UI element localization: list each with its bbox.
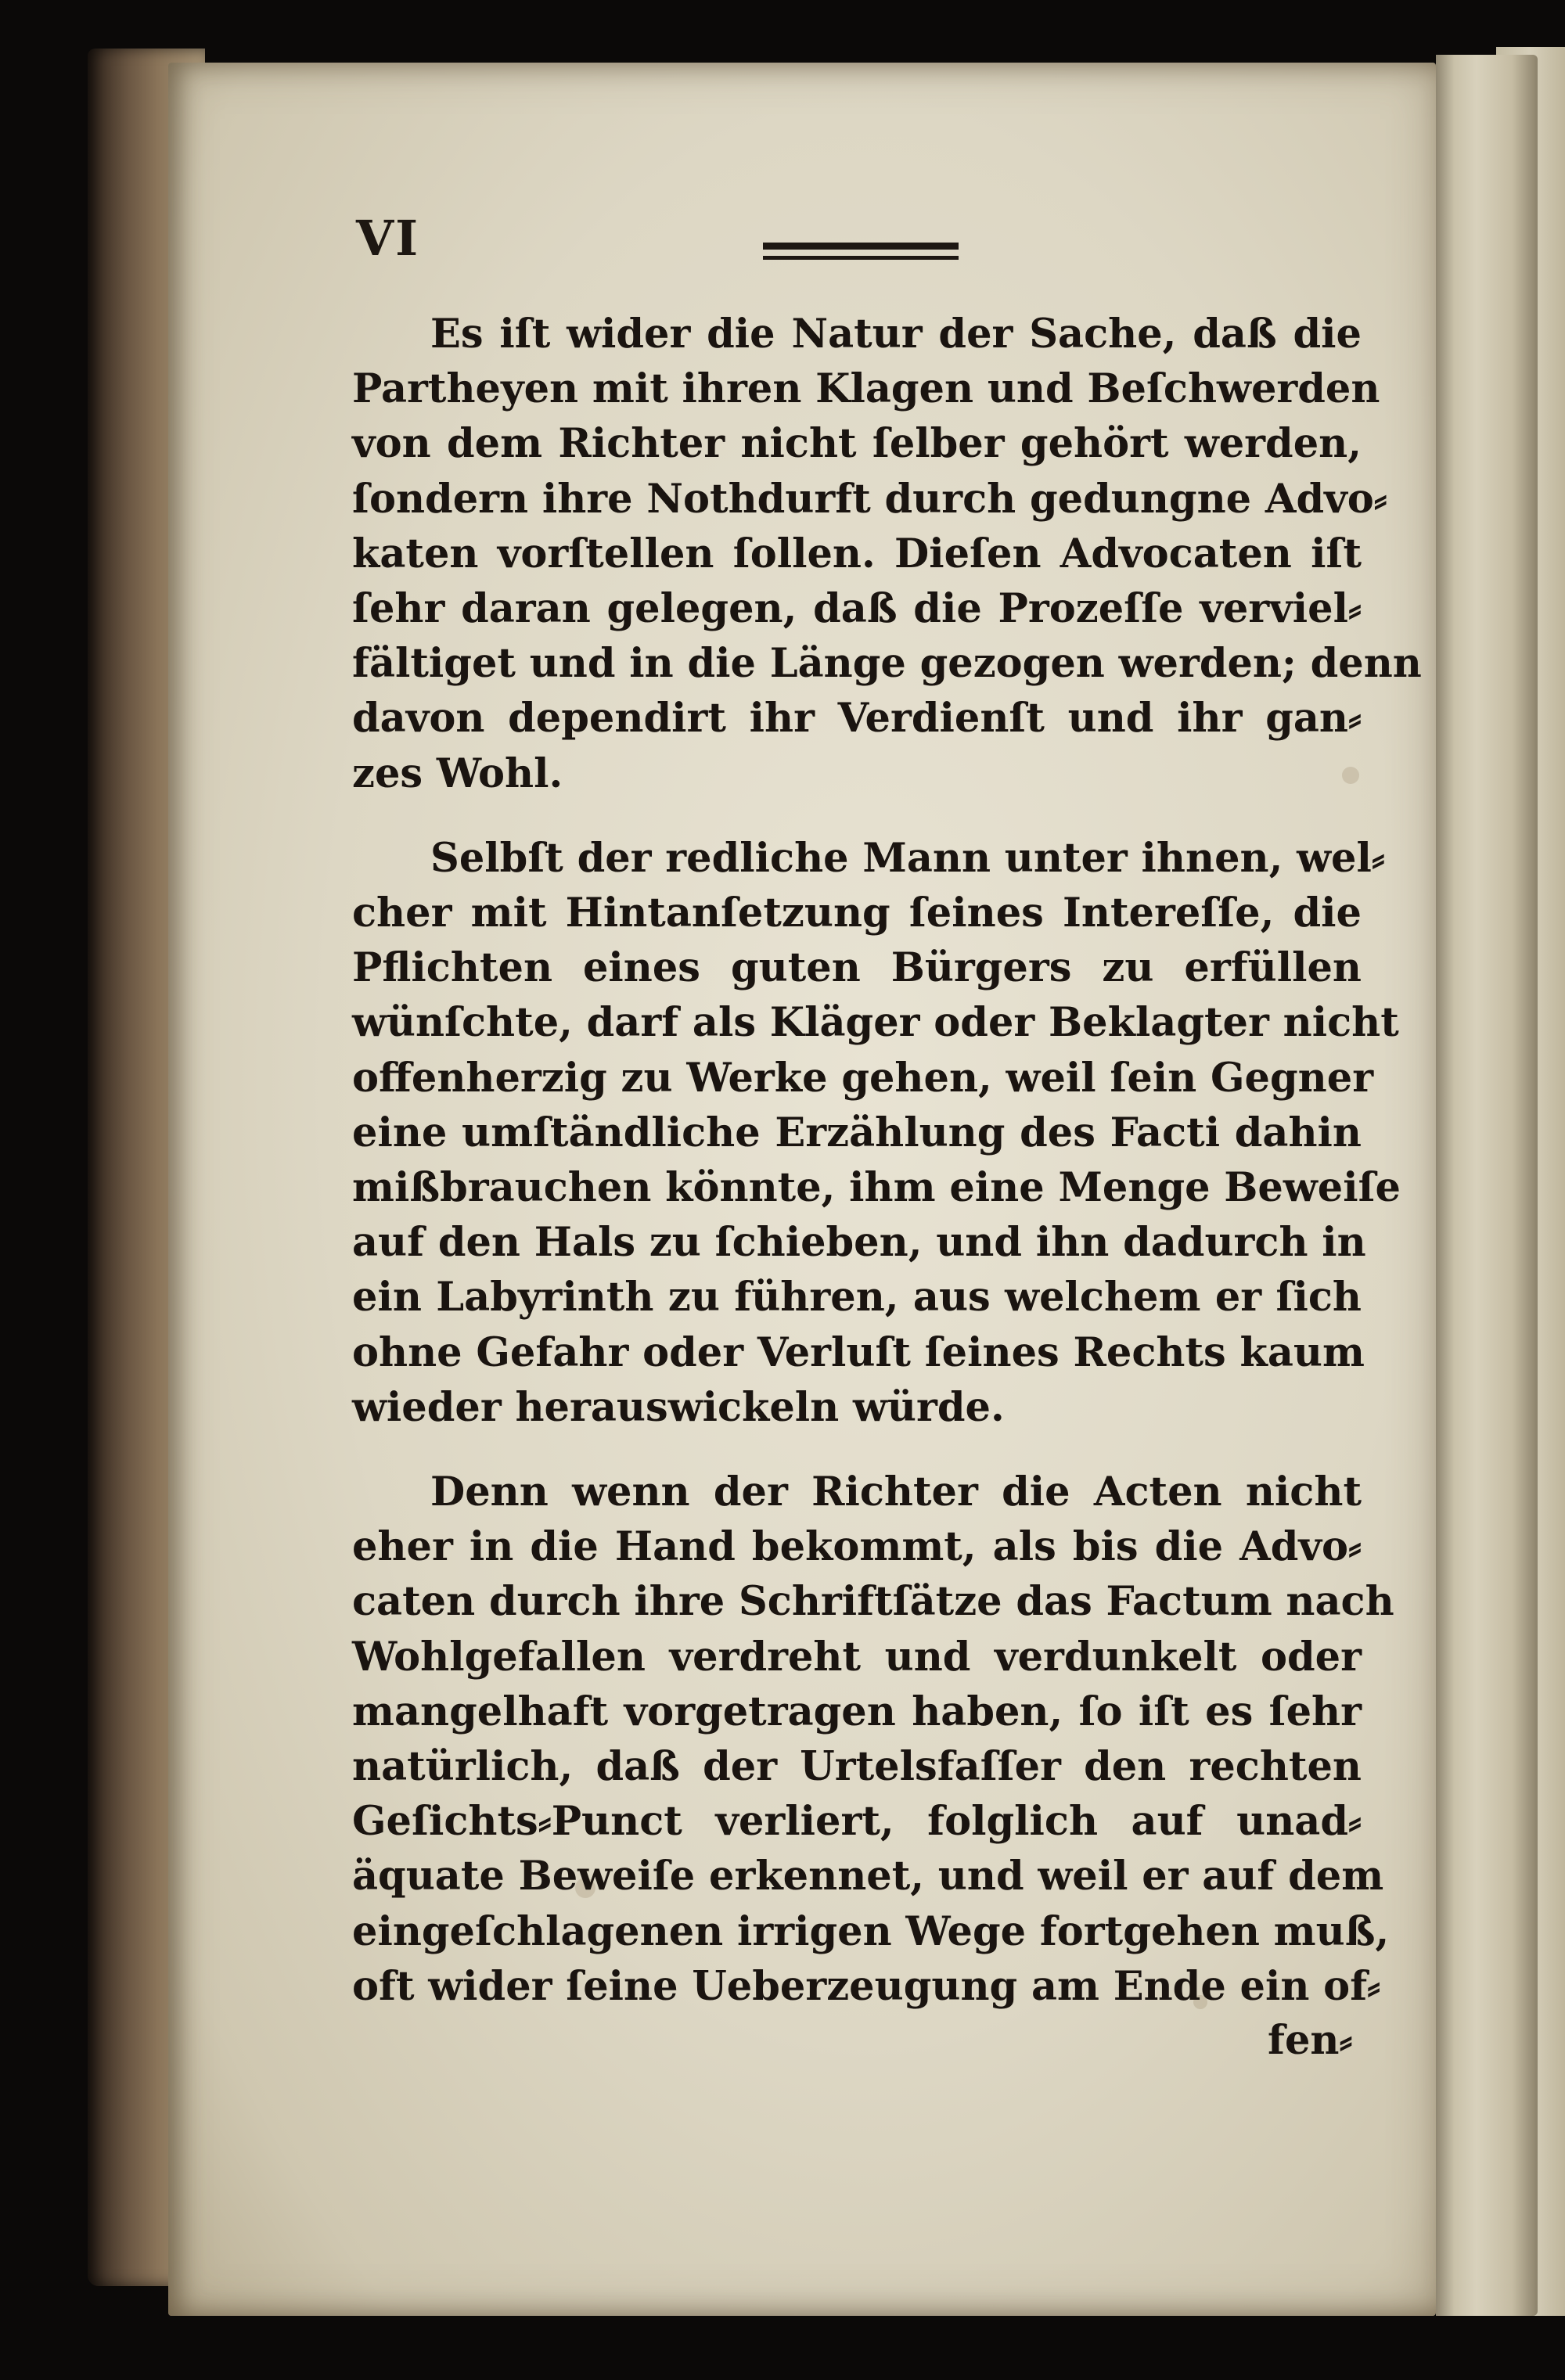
text-line: katen vorſtellen ſollen. Dieſen Advocaten iſt [352,530,1362,577]
text-line: ſondern ihre Nothdurft durch gedungne Advo⸗ [352,475,1387,523]
text-line: Selbſt der redliche Mann unter ihnen, wel⸗ [430,834,1385,882]
text-line: von dem Richter nicht ſelber gehört werden, [352,420,1362,468]
text-line: fältiget und in die Länge gezogen werden; denn [352,640,1422,688]
text-line: zes Wohl. [352,750,563,797]
page-number: VI [356,210,420,267]
text-line: Geſichts⸗Punct verliert, folglich auf unad⸗ [352,1798,1362,1846]
text-line: mangelhaft vorgetragen haben, ſo iſt es ſehr [352,1688,1362,1735]
text-line: ein Labyrinth zu führen, aus welchem er ſich [352,1274,1362,1321]
text-line: wieder herauswickeln würde. [352,1383,1005,1431]
paragraph-1 [352,307,1422,801]
text-line: davon dependirt ihr Verdienſt und ihr gan⸗ [352,695,1362,742]
text-line: mißbrauchen könnte, ihm eine Menge Beweiſe [352,1164,1401,1212]
text-line: Es iſt wider die Natur der Sache, daß die [430,311,1362,358]
page-gutter [1436,55,1538,2316]
text-line: wünſchte, darf als Kläger oder Beklagter nicht [352,999,1399,1047]
text-line: ohne Gefahr oder Verluſt ſeines Rechts kaum [352,1328,1365,1376]
text-line: cher mit Hintanſetzung ſeines Intereſſe, die [352,890,1362,937]
text-line: eingeſchlagenen irrigen Wege fortgehen muß, [352,1907,1390,1955]
text-line: ſehr daran gelegen, daß die Prozeſſe verviel⸗ [352,585,1362,633]
paragraph-3 [352,1465,1394,2014]
text-line: Pflichten eines guten Bürgers zu erfüllen [352,944,1362,992]
header-rule [763,256,959,260]
text-line: Denn wenn der Richter die Acten nicht [430,1469,1362,1516]
header-rule [763,243,959,250]
text-line: oft wider ſeine Ueberzeugung am Ende ein of⸗ [352,1962,1381,2010]
text-line: auf den Hals zu ſchieben, und ihn dadurch in [352,1219,1366,1267]
text-line: eher in die Hand bekommt, als bis die Advo⸗ [352,1523,1362,1571]
body-text [352,307,1422,2014]
text-line: äquate Beweiſe erkennet, und weil er auf dem [352,1853,1384,1900]
paragraph-2 [352,831,1401,1435]
text-line: natürlich, daß der Urtelsfaſſer den rechten [352,1743,1362,1791]
text-line: Wohlgefallen verdreht und verdunkelt oder [352,1633,1362,1681]
text-line: caten durch ihre Schriftſätze das Factum nach [352,1578,1394,1626]
text-line: Partheyen mit ihren Klagen und Beſchwerden [352,365,1380,413]
catchword: fen⸗ [1268,2017,1353,2064]
text-line: eine umſtändliche Erzählung des Facti dahin [352,1109,1362,1156]
text-line: offenherzig zu Werke gehen, weil ſein Gegner [352,1054,1374,1102]
